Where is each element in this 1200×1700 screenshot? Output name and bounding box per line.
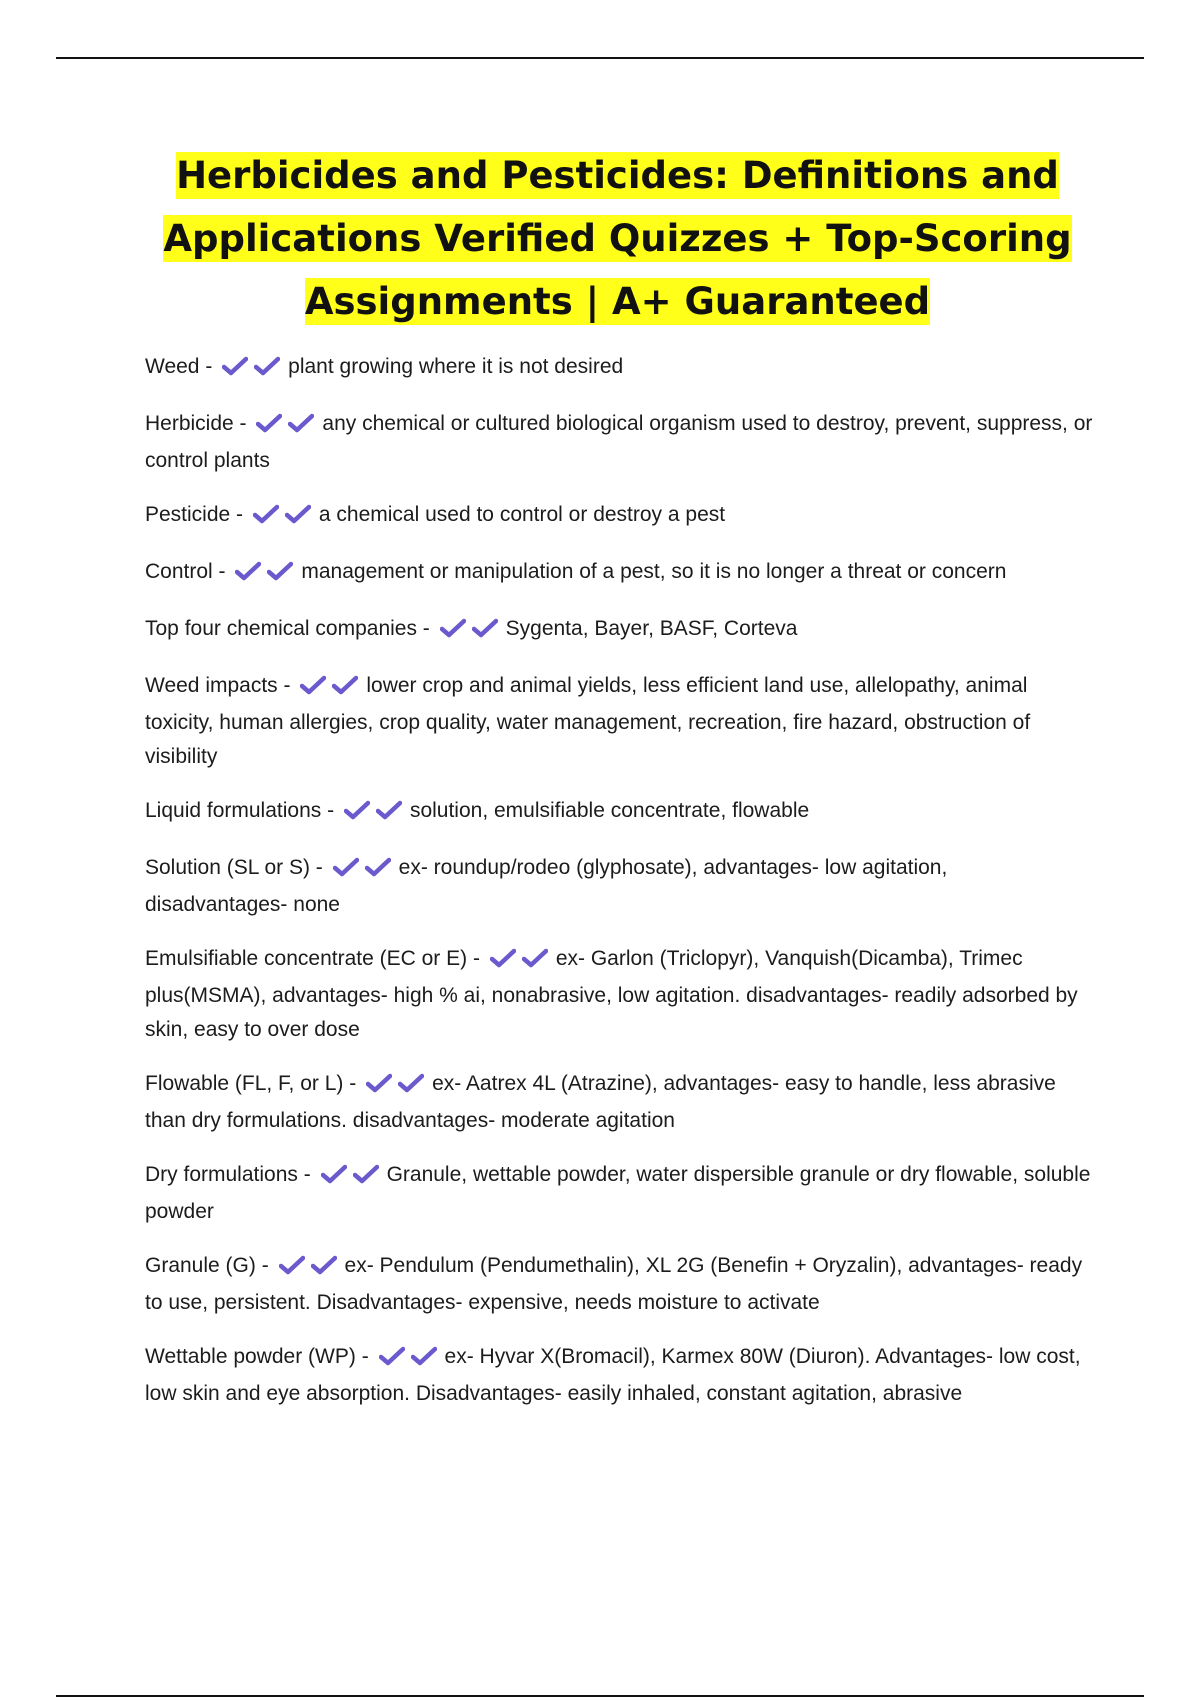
checkmark-icon [332,675,358,695]
entry-separator: - [467,947,486,970]
checkmarks [222,353,286,387]
entry-definition: ex- roundup/rodeo (glyphosate), advantages- low agitation, disadvantages- none [145,856,948,916]
definition-entry [145,1249,1095,1320]
entry-term: Dry formulations [145,1163,298,1186]
checkmark-icon [490,948,516,968]
checkmarks [321,1161,385,1195]
checkmark-icon [376,800,402,820]
entry-definition: solution, emulsifiable concentrate, flowable [409,799,810,822]
entry-term: Granule (G) [145,1254,256,1277]
entry-separator: - [199,355,219,378]
checkmarks [300,672,364,706]
checkmark-icon [411,1346,437,1366]
definition-entry [145,1340,1095,1411]
entry-term: Wettable powder (WP) [145,1345,356,1368]
checkmark-icon [344,800,370,820]
checkmarks [253,501,317,535]
checkmarks [333,854,397,888]
entry-definition: Sygenta, Bayer, BASF, Corteva [505,617,798,640]
entry-term: Top four chemical companies [145,617,417,640]
entry-definition: ex- Aatrex 4L (Atrazine), advantages- easy to handle, less abrasive than dry formulations. disadvantages- moderate agitation [145,1072,1056,1132]
entry-definition: ex- Pendulum (Pendumethalin), XL 2G (Benefin + Oryzalin), advantages- ready to use, persistent. Disadvantages- expensive, needs moisture to activate [145,1254,1083,1314]
entry-definition: a chemical used to control or destroy a pest [318,503,726,526]
definition-entry [145,498,1095,535]
definition-entry [145,407,1095,478]
entry-separator: - [230,503,249,526]
checkmark-icon [253,504,279,524]
entry-definition: any chemical or cultured biological organism used to destroy, prevent, suppress, or control plants [145,412,1093,472]
checkmark-icon [398,1073,424,1093]
entry-definition: management or manipulation of a pest, so it is no longer a threat or concern [301,560,1007,583]
entry-term: Pesticide [145,503,231,526]
definition-entry [145,942,1095,1047]
entry-term: Weed impacts [145,674,278,697]
checkmarks [366,1070,430,1104]
entry-definition: ex- Hyvar X(Bromacil), Karmex 80W (Diuron). Advantages- low cost, low skin and eye absorption. Disadvantages- easily inhaled, constant agitation, abrasive [145,1345,1081,1405]
checkmarks [440,615,504,649]
definition-entry [145,555,1095,592]
entry-definition: lower crop and animal yields, less efficient land use, allelopathy, animal toxicity, human allergies, crop quality, water management, recreation, fire hazard, obstruction of visibility [145,674,1031,768]
checkmark-icon [222,356,248,376]
entry-definition: plant growing where it is not desired [288,355,624,378]
entry-term: Liquid formulations [145,799,322,822]
checkmark-icon [333,857,359,877]
checkmark-icon [440,618,466,638]
checkmark-icon [300,675,326,695]
checkmark-icon [235,561,261,581]
entry-term: Herbicide [145,412,234,435]
definition-entry [145,1067,1095,1138]
checkmark-icon [285,504,311,524]
checkmark-icon [472,618,498,638]
entry-term: Solution (SL or S) [145,856,310,879]
checkmark-icon [366,1073,392,1093]
checkmark-icon [365,857,391,877]
checkmarks [256,410,320,444]
entry-separator: - [255,1254,275,1277]
entry-term: Emulsifiable concentrate (EC or E) [145,947,468,970]
bottom-rule [56,1695,1144,1697]
checkmarks [344,797,408,831]
checkmark-icon [353,1164,379,1184]
definition-entry [145,851,1095,922]
entry-separator: - [343,1072,363,1095]
checkmark-icon [279,1255,305,1275]
definition-entry [145,794,1095,831]
checkmarks [490,945,554,979]
entry-separator: - [212,560,232,583]
checkmark-icon [522,948,548,968]
entry-term: Control [145,560,213,583]
entry-term: Flowable (FL, F, or L) [145,1072,344,1095]
entry-separator: - [321,799,340,822]
entry-separator: - [277,674,297,697]
checkmark-icon [256,413,282,433]
entry-separator: - [233,412,253,435]
definition-list [145,350,1095,1431]
checkmark-icon [311,1255,337,1275]
document-title [150,144,1085,333]
checkmark-icon [267,561,293,581]
checkmarks [235,558,299,592]
checkmarks [379,1343,443,1377]
entry-separator: - [309,856,329,879]
entry-definition: ex- Garlon (Triclopyr), Vanquish(Dicamba), Trimec plus(MSMA), advantages- high % ai, nonabrasive, low agitation. disadvantages- readily adsorbed by skin, easy to over dose [145,947,1078,1041]
checkmark-icon [321,1164,347,1184]
entry-separator: - [297,1163,317,1186]
checkmark-icon [288,413,314,433]
definition-entry [145,1158,1095,1229]
checkmarks [279,1252,343,1286]
entry-separator: - [355,1345,375,1368]
checkmark-icon [379,1346,405,1366]
top-rule [56,57,1144,59]
definition-entry [145,669,1095,774]
definition-entry [145,612,1095,649]
entry-separator: - [416,617,436,640]
checkmark-icon [254,356,280,376]
definition-entry [145,350,1095,387]
title-highlight: Herbicides and Pesticides: Definitions and Applications Verified Quizzes + Top-Scoring Assignments | A+ Guaranteed [163,154,1072,323]
entry-definition: Granule, wettable powder, water dispersible granule or dry flowable, soluble powder [145,1163,1091,1223]
entry-term: Weed [145,355,200,378]
